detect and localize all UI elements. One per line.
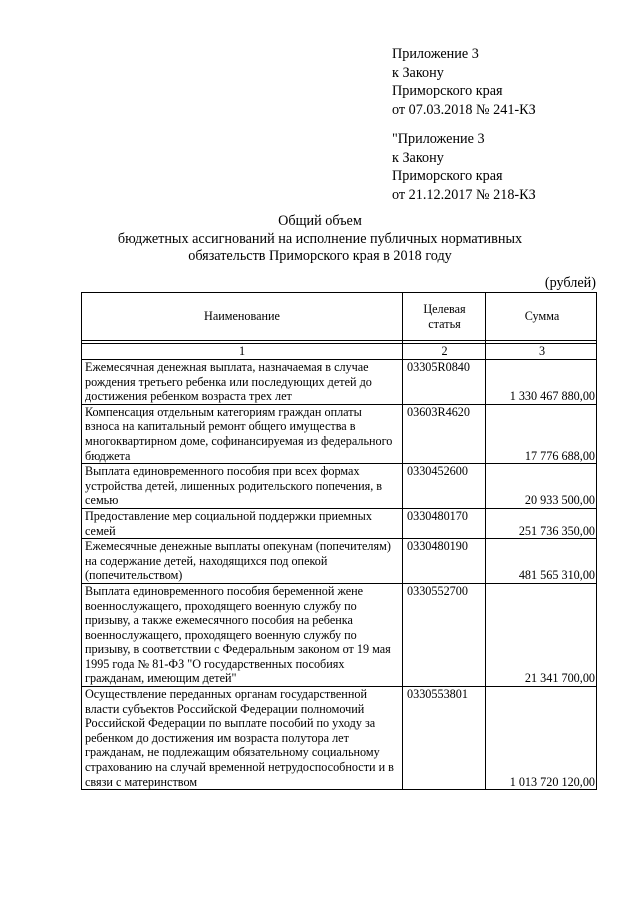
table-row [82, 508, 597, 538]
appendix-line: от 21.12.2017 № 218-КЗ [392, 187, 536, 204]
row-amount: 20 933 500,00 [486, 464, 597, 509]
appendix-line: к Закону [392, 149, 444, 166]
title-line: Общий объем [278, 213, 362, 229]
title-line: обязательств Приморского края в 2018 году [188, 248, 452, 264]
appendix-line: Приморского края [392, 168, 503, 185]
row-name: Компенсация отдельным категориям граждан оплаты взноса на капитальный ремонт общего имущества в многоквартирном доме, софинансируемая из федерального бюджета [82, 404, 403, 463]
row-code: 0330480190 [403, 539, 486, 584]
appendix-line: к Закону [392, 64, 444, 81]
header-amount: Сумма [486, 293, 597, 341]
row-name: Предоставление мер социальной поддержки приемных семей [82, 508, 403, 538]
table-row [82, 539, 597, 584]
table-row [82, 583, 597, 686]
appendix-reference-current [392, 45, 536, 120]
column-number: 2 [403, 344, 486, 360]
row-code: 0330480170 [403, 508, 486, 538]
row-name: Ежемесячные денежные выплаты опекунам (попечителям) на содержание детей, находящихся под опекой (попечительством) [82, 539, 403, 584]
row-amount: 1 330 467 880,00 [486, 360, 597, 405]
row-amount: 251 736 350,00 [486, 508, 597, 538]
appendix-line: Приложение 3 [392, 46, 479, 62]
obligations-table [81, 292, 597, 790]
title-line: бюджетных ассигнований на исполнение публичных нормативных [117, 230, 523, 247]
appendix-reference-original [392, 130, 536, 205]
appendix-line: от 07.03.2018 № 241-КЗ [392, 102, 536, 119]
row-name: Осуществление переданных органам государственной власти субъектов Российской Федерации полномочий Российской Федерации по выплате пособий по уходу за ребенком до достижения им возраста полутора лет гражданам, не подлежащим обязательному социальному страхованию на случай временной нетрудоспособности и в связи с материнством [82, 687, 403, 790]
row-name: Ежемесячная денежная выплата, назначаемая в случае рождения третьего ребенка или последующих детей до достижения ребенком возраста трех лет [82, 360, 403, 405]
row-code: 0330452600 [403, 464, 486, 509]
column-number-row [82, 344, 597, 360]
row-code: 0330553801 [403, 687, 486, 790]
table-row [82, 360, 597, 405]
header-name: Наименование [82, 293, 403, 341]
table-row [82, 687, 597, 790]
row-code: 0330552700 [403, 583, 486, 686]
row-code: 03305R0840 [403, 360, 486, 405]
row-code: 03603R4620 [403, 404, 486, 463]
appendix-line: Приморского края [392, 83, 503, 100]
header-code: Целевая статья [403, 293, 486, 341]
row-amount: 17 776 688,00 [486, 404, 597, 463]
appendix-line: "Приложение 3 [392, 131, 485, 147]
document-title [0, 213, 640, 266]
table-row [82, 464, 597, 509]
row-name: Выплата единовременного пособия беременной жене военнослужащего, проходящего военную службу по призыву, а также ежемесячного пособия на ребенка военнослужащего, проходящего военную службу по призыву, в соответствии с Федеральным законом от 19 мая 1995 года № 81-ФЗ "О государственных пособиях гражданам, имеющим детей" [82, 583, 403, 686]
table-header-row [82, 293, 597, 341]
row-name: Выплата единовременного пособия при всех формах устройства детей, лишенных родительского попечения, в семью [82, 464, 403, 509]
column-number: 1 [82, 344, 403, 360]
row-amount: 1 013 720 120,00 [486, 687, 597, 790]
currency-unit: (рублей) [544, 275, 596, 291]
table-row [82, 404, 597, 463]
row-amount: 21 341 700,00 [486, 583, 597, 686]
column-number: 3 [486, 344, 597, 360]
row-amount: 481 565 310,00 [486, 539, 597, 584]
